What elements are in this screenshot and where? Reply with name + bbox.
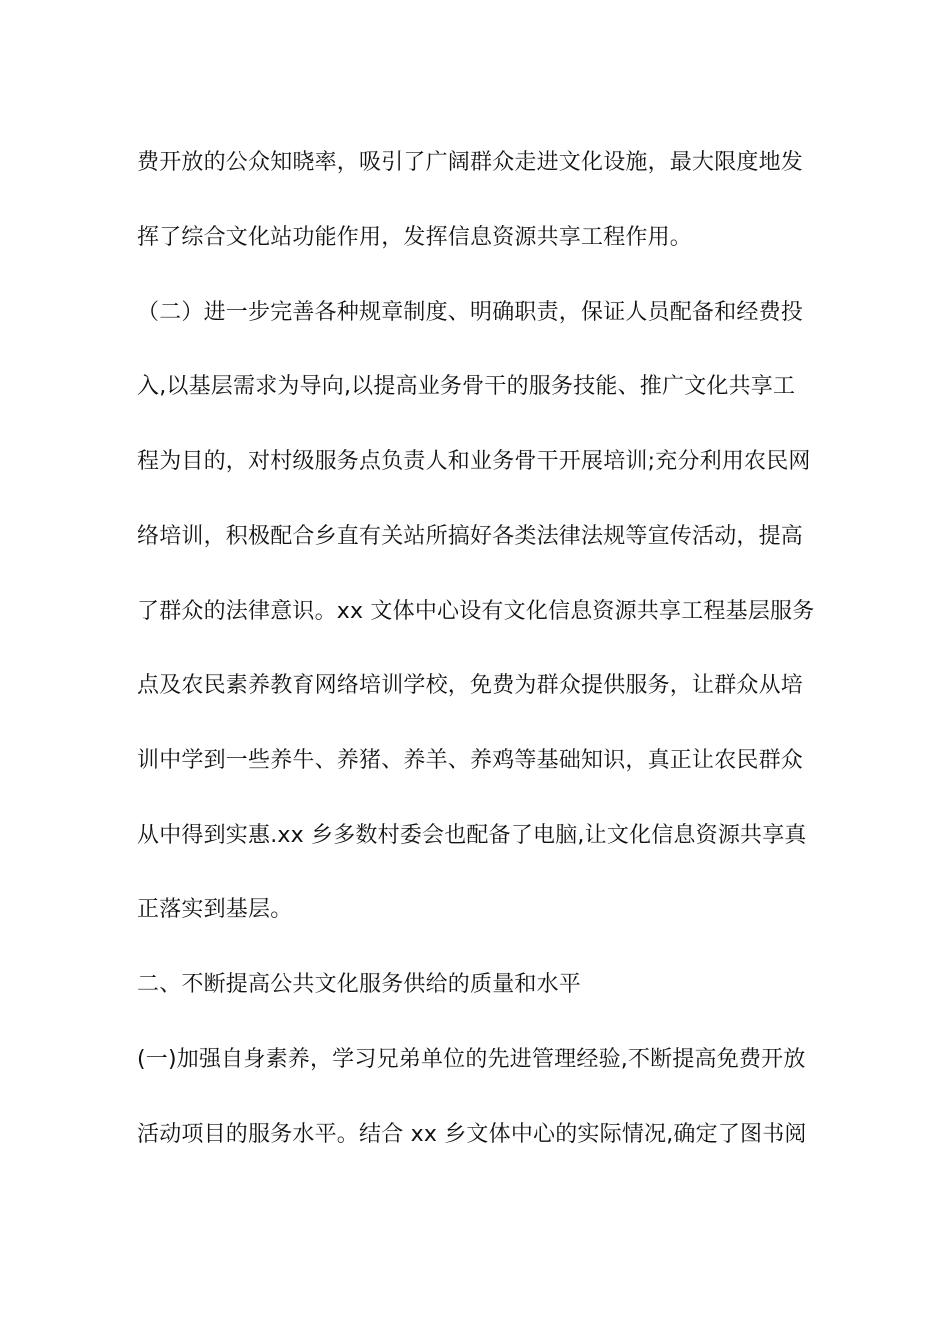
text-line: 挥了综合文化站功能作用，发挥信息资源共享工程作用。 bbox=[137, 225, 693, 250]
text-line: （二）进一步完善各种规章制度、明确职责，保证人员配备和经费投 bbox=[137, 300, 804, 325]
text-line: 训中学到一些养牛、养猪、养羊、养鸡等基础知识，真正让农民群众 bbox=[137, 748, 804, 773]
text-line: 入,以基层需求为导向,以提高业务骨干的服务技能、推广文化共享工 bbox=[137, 374, 796, 399]
text-line: 正落实到基层。 bbox=[137, 897, 293, 922]
text-line: 程为目的，对村级服务点负责人和业务骨干开展培训;充分利用农民网 bbox=[137, 449, 811, 474]
text-line: 了群众的法律意识。xx 文体中心设有文化信息资源共享工程基层服务 bbox=[137, 599, 815, 624]
section-heading: 二、不断提高公共文化服务供给的质量和水平 bbox=[137, 972, 582, 997]
text-line: 点及农民素养教育网络培训学校，免费为群众提供服务，让群众从培 bbox=[137, 673, 804, 698]
text-line: 络培训，积极配合乡直有关站所搞好各类法律法规等宣传活动，提高 bbox=[137, 524, 804, 549]
text-line: 活动项目的服务水平。结合 xx 乡文体中心的实际情况,确定了图书阅 bbox=[137, 1122, 807, 1147]
text-line: (一)加强自身素养，学习兄弟单位的先进管理经验,不断提高免费开放 bbox=[137, 1047, 806, 1072]
text-line: 从中得到实惠.xx 乡多数村委会也配备了电脑,让文化信息资源共享真 bbox=[137, 823, 807, 848]
text-line: 费开放的公众知晓率，吸引了广阔群众走进文化设施，最大限度地发 bbox=[137, 150, 804, 175]
